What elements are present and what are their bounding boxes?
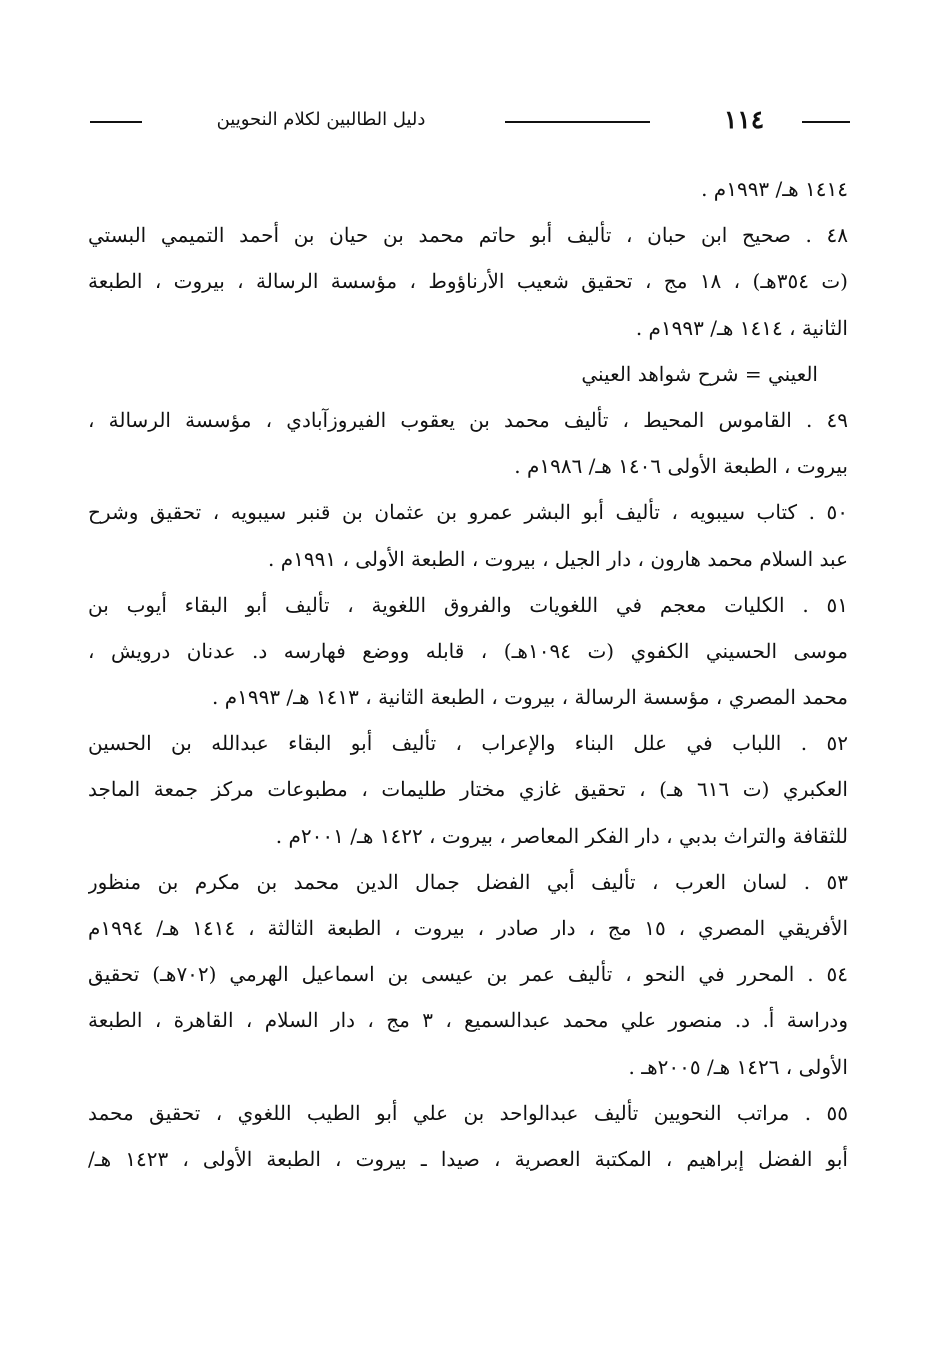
text-line: العكبري (ت ٦١٦ هـ) ، تحقيق غازي مختار طليمات ، مطبوعات مركز جمعة الماجد: [88, 777, 848, 802]
text-line: ودراسة أ. د. منصور علي محمد عبدالسميع ، ٣ مج ، دار السلام ، القاهرة ، الطبعة: [88, 1008, 848, 1033]
text-line: الأولى ، ١٤٢٦ هـ/ ٢٠٠٥هـ .: [628, 1054, 848, 1079]
text-line: محمد المصري ، مؤسسة الرسالة ، بيروت ، الطبعة الثانية ، ١٤١٣ هـ/ ١٩٩٣م .: [212, 685, 848, 710]
text-line: ١٤١٤ هـ/ ١٩٩٣م .: [701, 177, 848, 201]
running-title: دليل الطالبين لكلام النحويين: [216, 109, 426, 130]
text-line: ٥١ . الكليات معجم في اللغويات والفروق اللغوية ، تأليف أبو البقاء أيوب بن: [88, 592, 848, 617]
text-line: الثانية ، ١٤١٤ هـ/ ١٩٩٣م .: [635, 315, 848, 340]
page-header: [90, 96, 850, 140]
text-line: عبد السلام محمد هارون ، دار الجيل ، بيروت ، الطبعة الأولى ، ١٩٩١م .: [268, 546, 848, 571]
text-line: للثقافة والتراث بدبي ، دار الفكر المعاصر ، بيروت ، ١٤٢٢ هـ/ ٢٠٠١م .: [275, 823, 848, 848]
text-line: (ت ٣٥٤هـ) ، ١٨ مج ، تحقيق شعيب الأرناؤوط ، مؤسسة الرسالة ، بيروت ، الطبعة: [88, 269, 848, 294]
text-line: ٥٥ . مراتب النحويين تأليف عبدالواحد بن علي أبو الطيب اللغوي ، تحقيق محمد: [88, 1100, 848, 1125]
text-line: بيروت ، الطبعة الأولى ١٤٠٦ هـ/ ١٩٨٦م .: [514, 454, 848, 479]
text-line: ٤٩ . القاموس المحيط ، تأليف محمد بن يعقوب الفيروزآبادي ، مؤسسة الرسالة ،: [88, 407, 848, 432]
text-line: موسى الحسيني الكفوي (ت ١٠٩٤هـ) ، قابله ووضع فهارسه د. عدنان درويش ،: [88, 638, 848, 663]
header-rule-middle: [505, 121, 650, 123]
text-line: ٥٠ . كتاب سيبويه ، تأليف أبو البشر عمرو بن عثمان بن قنبر سيبويه ، تحقيق وشرح: [88, 500, 848, 525]
text-line: العيني = شرح شواهد العيني: [581, 361, 818, 386]
text-line: أبو الفضل إبراهيم ، المكتبة العصرية ، صيدا ـ بيروت ، الطبعة الأولى ، ١٤٢٣ هـ/: [88, 1146, 848, 1171]
text-line: ٥٢ . اللباب في علل البناء والإعراب ، تأليف أبو البقاء عبدالله بن الحسين: [88, 731, 848, 756]
text-line: ٥٤ . المحرر في النحو ، تأليف عمر بن عيسى بن اسماعيل الهرمي (٧٠٢هـ) تحقيق: [88, 962, 848, 987]
bibliography-text: [88, 166, 848, 1182]
header-rule-right: [802, 121, 850, 123]
text-line: ٤٨ . صحيح ابن حبان ، تأليف أبو حاتم محمد بن حيان بن أحمد التميمي البستي: [88, 223, 848, 248]
header-rule-left: [90, 121, 142, 123]
page-number: ١١٤: [723, 105, 765, 134]
text-line: ٥٣ . لسان العرب ، تأليف أبي الفضل جمال الدين محمد بن مكرم بن منظور: [88, 869, 848, 894]
text-line: الأفريقي المصري ، ١٥ مج ، دار صادر ، بيروت ، الطبعة الثالثة ، ١٤١٤ هـ/ ١٩٩٤م: [88, 916, 848, 940]
